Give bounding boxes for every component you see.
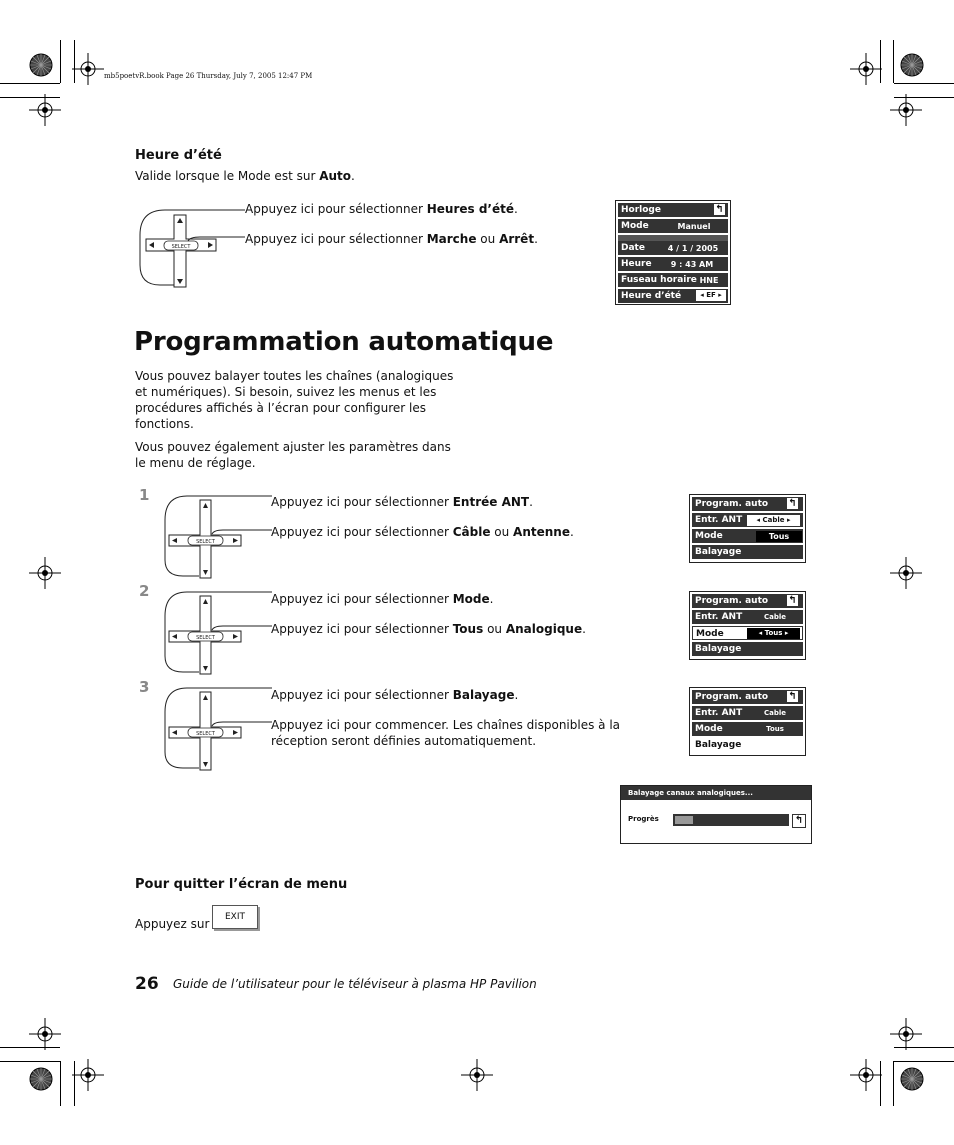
progress-fill <box>675 816 693 824</box>
step2-instruction-1: Appuyez ici pour sélectionner Mode. <box>271 592 494 606</box>
clock-timezone-value: HNE <box>699 276 719 285</box>
prog-menu-step3: Program. auto ↰ Entr. ANT Cable Mode Tous Balayage <box>689 687 806 756</box>
clock-dst-value: ◂ EF ▸ <box>696 290 726 301</box>
footer-text: Guide de l’utilisateur pour le téléviseur à plasma HP Pavilion <box>173 977 537 991</box>
main-title: Programmation automatique <box>134 327 554 357</box>
progress-bar <box>673 814 789 826</box>
back-arrow-icon: ↰ <box>715 204 724 215</box>
dpad-select-label: SELECT <box>171 244 191 250</box>
step2-instruction-2: Appuyez ici pour sélectionner Tous ou Analogique. <box>271 622 586 636</box>
progress-label: Progrès <box>628 815 659 823</box>
scan-progress-screen <box>620 785 812 844</box>
dst-heading: Heure d’été <box>135 148 222 163</box>
clock-hour-value: 9 : 43 AM <box>670 260 714 269</box>
scan-title: Balayage canaux analogiques... <box>621 786 811 800</box>
step-number-1: 1 <box>139 486 150 504</box>
back-arrow-icon: ↰ <box>792 814 806 828</box>
clock-menu-title: Horloge <box>618 203 728 217</box>
dst-intro: Valide lorsque le Mode est sur Auto. <box>135 169 355 183</box>
clock-date-row: Date <box>618 241 728 255</box>
step1-dpad-illustration <box>163 494 278 580</box>
svg-text:SELECT: SELECT <box>196 539 215 545</box>
step1-instruction-1: Appuyez ici pour sélectionner Entrée ANT. <box>271 495 533 509</box>
svg-text:SELECT: SELECT <box>196 635 215 641</box>
clock-date-value: 4 / 1 / 2005 <box>667 244 719 253</box>
page-number: 26 <box>135 974 159 994</box>
clock-dst-row: Heure d’été <box>618 289 728 303</box>
step3-instruction-1: Appuyez ici pour sélectionner Balayage. <box>271 688 519 702</box>
intro-paragraph-2: Vous pouvez également ajuster les paramètres dans le menu de réglage. <box>135 440 451 470</box>
dst-instruction-2: Appuyez ici pour sélectionner Marche ou Arrêt. <box>245 232 538 246</box>
step3-dpad-illustration <box>163 686 278 772</box>
intro-paragraph-1: Vous pouvez balayer toutes les chaînes (analogiques et numériques). Si besoin, suivez les menus et les procédures affichés à l’écran pour configurer les fonctions. <box>135 369 454 431</box>
book-header-info: mb5poetvR.book Page 26 Thursday, July 7, 2005 12:47 PM <box>104 72 313 80</box>
back-arrow-icon: ↰ <box>788 498 797 509</box>
dst-instruction-1: Appuyez ici pour sélectionner Heures d’été. <box>245 202 518 216</box>
clock-timezone-row: Fuseau horaire <box>618 273 728 287</box>
step1-instruction-2: Appuyez ici pour sélectionner Câble ou Antenne. <box>271 525 574 539</box>
svg-text:SELECT: SELECT <box>196 731 215 737</box>
exit-button[interactable]: EXIT <box>212 905 258 929</box>
clock-hour-row: Heure <box>618 257 728 271</box>
prog-menu-step2: Program. auto ↰ Entr. ANT Cable Mode ◂ Tous ▸ Balayage <box>689 591 806 660</box>
step3-instruction-2: Appuyez ici pour commencer. Les chaînes disponibles à la réception seront définies automatiquement. <box>271 718 621 748</box>
prog-menu-step1: Program. auto ↰ Entr. ANT ◂ Cable ▸ Mode Tous Balayage <box>689 494 806 563</box>
back-arrow-icon: ↰ <box>788 595 797 606</box>
remote-dpad-illustration <box>138 205 248 295</box>
step2-dpad-illustration <box>163 590 278 676</box>
exit-instruction: Appuyez sur <box>135 917 210 931</box>
clock-mode-row: Mode <box>618 219 728 233</box>
back-arrow-icon: ↰ <box>788 691 797 702</box>
clock-menu-screen <box>615 200 731 305</box>
step-number-2: 2 <box>139 582 150 600</box>
step-number-3: 3 <box>139 678 150 696</box>
exit-heading: Pour quitter l’écran de menu <box>135 877 348 892</box>
clock-mode-value: Manuel <box>677 222 711 231</box>
